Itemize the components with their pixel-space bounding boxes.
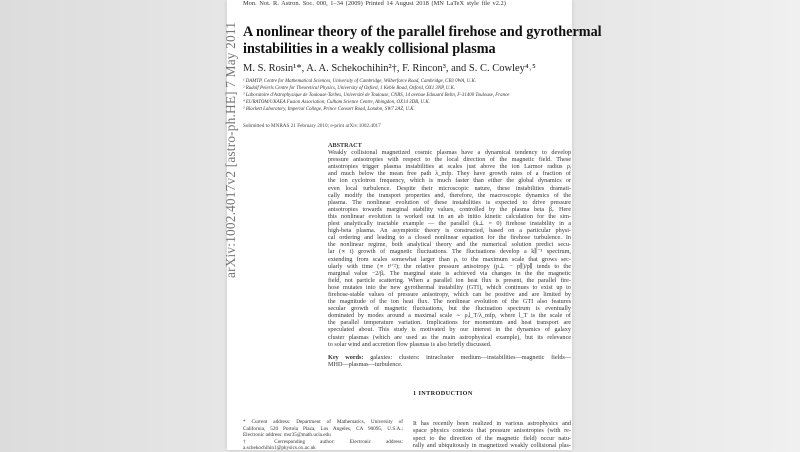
- authors: M. S. Rosin¹*, A. A. Schekochihin²†, F. Rincon³, and S. C. Cowley⁴˒⁵: [243, 63, 536, 74]
- footnotes: [243, 419, 403, 452]
- text-line: even local turbulence. Despite their microscopic nature, these instabilities dramati-: [328, 184, 571, 192]
- text-line: plest analytically tractable example — the parallel (k⊥ = 0) firehose instability in a: [328, 220, 571, 228]
- paper-page: [223, 0, 602, 451]
- introduction-text: [413, 420, 571, 449]
- text-line: Electronic address: msr35@math.ucla.edu: [243, 432, 331, 438]
- keywords-text: MHD—plasmas—turbulence.: [328, 361, 403, 369]
- text-line: field, not particle scattering. When a parallel ion heat flux is present, the parallel fire-: [328, 276, 571, 284]
- section-heading: 1 INTRODUCTION: [413, 390, 473, 397]
- text-line: Weakly collisional magnetized cosmic plasmas have a dynamical tendency to develop: [328, 149, 571, 157]
- affiliation: ¹ DAMTP, Centre for Mathematical Sciences, University of Cambridge, Wilberforce Road, Cambridge, CB3 0WA, U.K.: [243, 79, 476, 84]
- text-line: rally and ubiquitously in magnetized weakly collisional plas-: [413, 441, 571, 449]
- text-line: † Corresponding author: Electronic address:: [243, 438, 403, 445]
- text-line: California, 520 Portola Plaza, Los Angeles, CA 90095, U.S.A.;: [243, 425, 403, 432]
- text-line: firehose-stable values of pressure anisotropy, which can be positive and are limited by: [328, 290, 571, 298]
- text-line: high-beta plasma. An asymptotic theory is constructed, based on a particular physi-: [328, 227, 571, 235]
- text-line: lar (∝ t) growth of magnetic fluctuations. The fluctuations develop a k∥⁻³ spectrum,: [328, 248, 571, 256]
- abstract-heading: ABSTRACT: [328, 142, 362, 149]
- text-line: It has recently been realized in various astrophysics and: [413, 420, 571, 427]
- text-line: extending from scales somewhat larger than ρᵢ to the maximum scale that grows sec-: [328, 255, 571, 263]
- text-line: the ion cyclotron frequency, which is much faster than either the global dynamics or: [328, 177, 571, 185]
- text-line: dominated by modes around a maximal scale ∼ ρᵢl_T/λ_mfp, where l_T is the scale of: [328, 312, 571, 320]
- text-line: secular growth of magnetic fluctuations, but the fluctuation spectrum is eventually: [328, 305, 571, 313]
- affiliation: ² Rudolf Peierls Centre for Theoretical Physics, University of Oxford, 1 Keble Road, Oxford, OX1 3NP, U.K.: [243, 86, 456, 91]
- text-line: a.schekochihin1@physics.ox.ac.uk: [243, 445, 316, 451]
- affiliation: ³ Laboratoire d'Astrophysique de Toulouse-Tarbes, Université de Toulouse, CNRS, 14 avenue Edouard Belin, F-31400 Toulouse, France: [243, 93, 510, 98]
- text-line: cluster plasmas (which are used as the main astrophysical example), but its relevance: [328, 333, 571, 341]
- text-line: marginal value −2/βᵢ. The marginal state is achieved via changes in the the magnetic: [328, 269, 571, 277]
- text-line: hose mutates into the new gyrothermal instability (GTI), which continues to exist up to: [328, 283, 571, 291]
- arxiv-stamp: arXiv:1002.4017v2 [astro-ph.HE] 7 May 2011: [223, 21, 238, 278]
- text-line: the nonlinear regime, both analytical theory and the numerical solution predict secu-: [328, 241, 571, 249]
- text-line: anisotropies trigger plasma instabilities at scales just above the ion Larmor radius ρᵢ: [328, 163, 571, 171]
- affiliation: ⁴ EURATOM/UKAEA Fusion Association, Culham Science Centre, Abingdon, OX14 3DB, U.K.: [243, 100, 430, 105]
- text-line: spect to the direction of the magnetic field) occur natu-: [413, 434, 571, 442]
- text-line: cally modify the transport properties and, therefore, the macroscopic dynamics of the: [328, 191, 571, 199]
- text-line: the parallel temperature variation. Implications for momentum and heat transport are: [328, 319, 571, 327]
- text-line: anisotropies towards marginal stability values, controlled by the plasma beta βᵢ. Here: [328, 205, 571, 213]
- text-line: cal ordering and leading to a closed nonlinear equation for the firehose turbulence. In: [328, 234, 571, 242]
- title-line: A nonlinear theory of the parallel firehose and gyrothermal: [243, 24, 602, 40]
- keywords: [328, 354, 571, 369]
- text-line: plasma. The nonlinear evolution of these instabilities is expected to drive pressure: [328, 198, 571, 206]
- title-line: instabilities in a weakly collisional plasma: [243, 40, 496, 57]
- keywords-text: galaxies: clusters: intracluster medium—instabilities—magnetic fields—: [370, 354, 572, 361]
- running-header: Mon. Not. R. Astron. Soc. 000, 1–34 (2009) Printed 14 August 2018 (MN LaTeX style file v2.2): [243, 0, 506, 7]
- submission-note: Submitted to MNRAS 21 February 2010; e-print arXiv:1002.4017: [243, 123, 381, 129]
- affiliation: ⁵ Blackett Laboratory, Imperial College, Prince Consort Road, London, SW7 2AZ, U.K.: [243, 107, 415, 112]
- text-line: pressure anisotropies with respect to the local direction of the magnetic field. These: [328, 156, 571, 164]
- text-line: the magnitude of the ion heat flux. The nonlinear evolution of the GTI also features: [328, 298, 571, 306]
- text-line: speculated about. This study is motivated by our interest in the dynamics of galaxy: [328, 326, 571, 334]
- abstract: [328, 142, 571, 348]
- paper-title: [243, 24, 602, 57]
- text-line: this nonlinear evolution is worked out in an ab initio kinetic calculation for the sim-: [328, 212, 571, 220]
- keywords-label: Key words:: [328, 354, 364, 361]
- text-line: * Current address: Department of Mathematics, University of: [243, 419, 403, 425]
- text-line: ularly with time (∝ t¹ᐟ²); the relative pressure anisotropy (p⊥ − p∥)/p∥ tends to the: [328, 262, 571, 270]
- text-line: to solar wind and accretion flow plasmas is also briefly discussed.: [328, 340, 492, 348]
- text-line: and much below the mean free path λ_mfp. They have growth rates of a fraction of: [328, 170, 571, 178]
- text-line: space physics contexts that pressure anisotropies (with re-: [413, 427, 571, 435]
